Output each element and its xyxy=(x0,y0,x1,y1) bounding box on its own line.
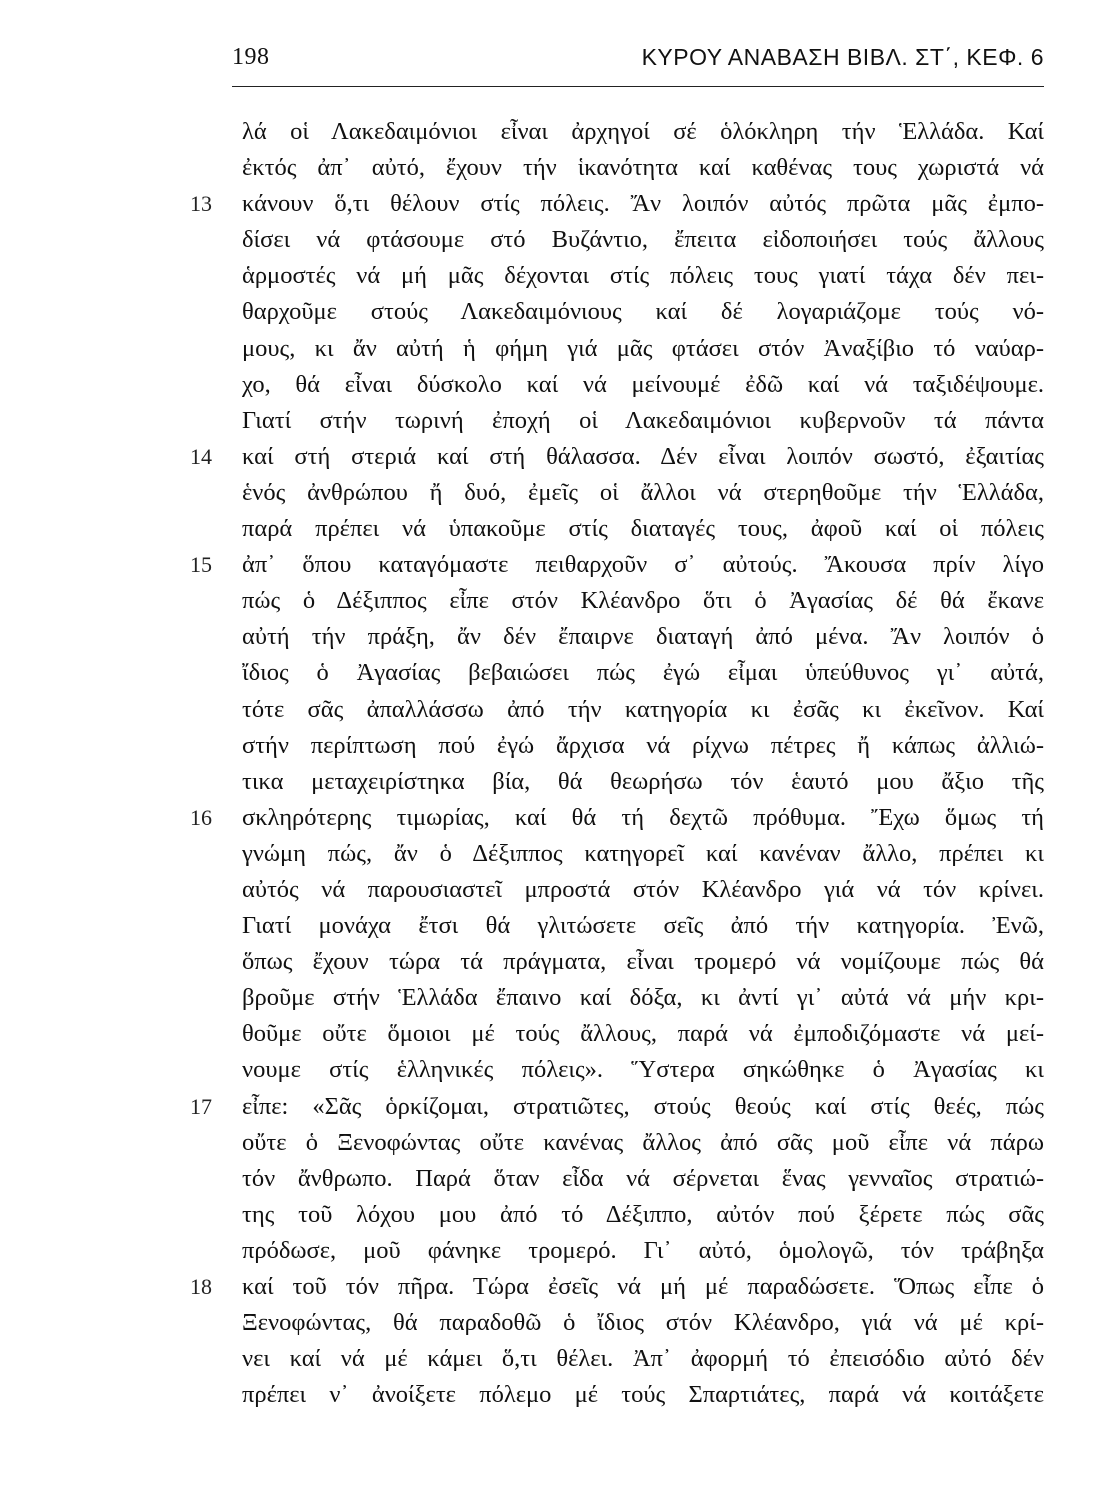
line-text: λά οἱ Λακεδαιμόνιοι εἶναι ἀρχηγοί σέ ὁλόκληρη τήν Ἑλλάδα. Καί xyxy=(242,118,1044,145)
line-text: οὔτε ὁ Ξενοφώντας οὔτε κανένας ἄλλος ἀπό σᾶς μοῦ εἶπε νά πάρω xyxy=(242,1128,1044,1156)
text-line xyxy=(190,692,1060,728)
line-text: καί στή στεριά καί στή θάλασσα. Δέν εἶναι λοιπόν σωστό, ἐξαιτίας xyxy=(242,442,1044,470)
line-text: γνώμη πώς, ἄν ὁ Δέξιππος κατηγορεῖ καί κανέναν ἄλλο, πρέπει κι xyxy=(242,839,1044,867)
text-line xyxy=(190,836,1060,872)
line-text: ἑνός ἀνθρώπου ἤ δυό, ἐμεῖς οἱ ἄλλοι νά στερηθοῦμε τήν Ἑλλάδα, xyxy=(242,478,1044,506)
line-text: ὅπως ἔχουν τώρα τά πράγματα, εἶναι τρομερό νά νομίζουμε πώς θά xyxy=(242,948,1044,976)
line-text: πώς ὁ Δέξιππος εἶπε στόν Κλέανδρο ὅτι ὁ Ἀγασίας δέ θά ἔκανε xyxy=(242,587,1044,615)
line-text: νουμε στίς ἑλληνικές πόλεις». Ὕστερα σηκώθηκε ὁ Ἀγασίας κι xyxy=(242,1056,1044,1084)
text-line xyxy=(190,980,1060,1016)
line-text: αὐτή τήν πράξη, ἄν δέν ἔπαιρνε διαταγή ἀπό μένα. Ἄν λοιπόν ὁ xyxy=(242,623,1044,651)
line-text: πρόδωσε, μοῦ φάνηκε τρομερό. Γι᾽ αὐτό, ὁμολογῶ, τόν τράβηξα xyxy=(242,1236,1044,1264)
line-text: ἴδιος ὁ Ἀγασίας βεβαιώσει πώς ἐγώ εἶμαι ὑπεύθυνος γι᾽ αὐτά, xyxy=(242,659,1044,687)
text-line xyxy=(190,294,1060,330)
text-line xyxy=(190,1052,1060,1088)
text-line xyxy=(190,186,1060,222)
line-text: νει καί νά μέ κάμει ὅ,τι θέλει. Ἀπ᾽ ἀφορμή τό ἐπεισόδιο αὐτό δέν xyxy=(242,1345,1044,1373)
text-line xyxy=(190,872,1060,908)
line-text: τόν ἄνθρωπο. Παρά ὅταν εἶδα νά σέρνεται ἕνας γενναῖος στρατιώ- xyxy=(242,1164,1044,1192)
line-text: στήν περίπτωση πού ἐγώ ἄρχισα νά ρίχνω πέτρες ἤ κάπως ἀλλιώ- xyxy=(242,731,1044,759)
text-line xyxy=(190,655,1060,691)
text-line xyxy=(190,944,1060,980)
line-text: της τοῦ λόχου μου ἀπό τό Δέξιππο, αὐτόν πού ξέρετε πώς σᾶς xyxy=(242,1200,1044,1228)
line-text: αὐτός νά παρουσιαστεῖ μπροστά στόν Κλέανδρο γιά νά τόν κρίνει. xyxy=(242,875,1044,903)
text-line xyxy=(190,1197,1060,1233)
line-text: κάνουν ὅ,τι θέλουν στίς πόλεις. Ἄν λοιπόν αὐτός πρῶτα μᾶς ἐμπο- xyxy=(242,190,1044,218)
line-text: θοῦμε οὔτε ὅμοιοι μέ τούς ἄλλους, παρά νά ἐμποδιζόμαστε νά μεί- xyxy=(242,1020,1044,1048)
line-text: εἶπε: «Σᾶς ὁρκίζομαι, στρατιῶτες, στούς θεούς καί στίς θεές, πώς xyxy=(242,1092,1044,1120)
line-number: 13 xyxy=(190,191,212,217)
line-number: 15 xyxy=(190,552,212,578)
text-line xyxy=(190,1016,1060,1052)
line-number: 14 xyxy=(190,443,212,469)
text-line xyxy=(190,547,1060,583)
line-text: ἐκτός ἀπ᾽ αὐτό, ἔχουν τήν ἱκανότητα καί καθένας τους χωριστά νά xyxy=(242,154,1044,182)
text-line xyxy=(190,1305,1060,1341)
line-number: 16 xyxy=(190,804,212,830)
text-line xyxy=(190,583,1060,619)
line-text: ἁρμοστές νά μή μᾶς δέχονται στίς πόλεις τους γιατί τάχα δέν πει- xyxy=(242,262,1044,290)
text-line xyxy=(190,367,1060,403)
text-line xyxy=(190,1377,1060,1413)
line-text: δίσει νά φτάσουμε στό Βυζάντιο, ἔπειτα εἰδοποιήσει τούς ἄλλους xyxy=(242,226,1044,254)
line-text: Ξενοφώντας, θά παραδοθῶ ὁ ἴδιος στόν Κλέανδρο, γιά νά μέ κρί- xyxy=(242,1309,1044,1337)
line-text: παρά πρέπει νά ὑπακοῦμε στίς διαταγές τους, ἀφοῦ καί οἱ πόλεις xyxy=(242,515,1044,543)
text-line xyxy=(190,908,1060,944)
text-line xyxy=(190,439,1060,475)
line-number: 18 xyxy=(190,1274,212,1299)
text-line xyxy=(190,331,1060,367)
line-text: καί τοῦ τόν πῆρα. Τώρα ἐσεῖς νά μή μέ παραδώσετε. Ὅπως εἶπε ὁ xyxy=(242,1273,1044,1300)
text-line xyxy=(190,1269,1060,1305)
line-text: τότε σᾶς ἀπαλλάσσω ἀπό τήν κατηγορία κι ἐσᾶς κι ἐκεῖνον. Καί xyxy=(242,695,1044,723)
text-line xyxy=(190,800,1060,836)
text-line xyxy=(190,475,1060,511)
body-text xyxy=(190,114,1060,1413)
text-line xyxy=(190,258,1060,294)
line-text: χο, θά εἶναι δύσκολο καί νά μείνουμέ ἐδῶ καί νά ταξιδέψουμε. xyxy=(242,370,1044,398)
text-line xyxy=(190,619,1060,655)
running-title: ΚΥΡΟΥ ΑΝΑΒΑΣΗ ΒΙΒΛ. ΣΤ΄, ΚΕΦ. 6 xyxy=(641,44,1044,70)
line-text: Γιατί μονάχα ἔτσι θά γλιτώσετε σεῖς ἀπό τήν κατηγορία. Ἐνῶ, xyxy=(242,912,1044,940)
text-line xyxy=(190,764,1060,800)
text-line xyxy=(190,1125,1060,1161)
text-line xyxy=(190,403,1060,439)
text-line xyxy=(190,1233,1060,1269)
text-line xyxy=(190,1161,1060,1197)
page-number: 198 xyxy=(232,44,270,70)
header-rule xyxy=(232,86,1044,87)
line-text: πρέπει ν᾽ ἀνοίξετε πόλεμο μέ τούς Σπαρτιάτες, παρά νά κοιτάξετε xyxy=(242,1381,1044,1409)
line-text: βροῦμε στήν Ἑλλάδα ἔπαινο καί δόξα, κι ἀντί γι᾽ αὐτά νά μήν κρι- xyxy=(242,984,1044,1012)
text-line xyxy=(190,1341,1060,1377)
text-line xyxy=(190,150,1060,186)
text-line xyxy=(190,114,1060,150)
line-text: σκληρότερης τιμωρίας, καί θά τή δεχτῶ πρόθυμα. Ἔχω ὅμως τή xyxy=(242,803,1044,831)
text-line xyxy=(190,511,1060,547)
line-text: Γιατί στήν τωρινή ἐποχή οἱ Λακεδαιμόνιοι κυβερνοῦν τά πάντα xyxy=(242,406,1044,434)
line-text: θαρχοῦμε στούς Λακεδαιμόνιους καί δέ λογαριάζομε τούς νό- xyxy=(242,298,1044,326)
text-line xyxy=(190,222,1060,258)
line-number: 17 xyxy=(190,1093,212,1119)
text-line xyxy=(190,728,1060,764)
page-header xyxy=(232,40,1044,80)
line-text: μους, κι ἄν αὐτή ἡ φήμη γιά μᾶς φτάσει στόν Ἀναξίβιο τό ναύαρ- xyxy=(242,334,1044,362)
text-line xyxy=(190,1089,1060,1125)
line-text: τικα μεταχειρίστηκα βία, θά θεωρήσω τόν ἑαυτό μου ἄξιο τῆς xyxy=(242,767,1044,795)
line-text: ἀπ᾽ ὅπου καταγόμαστε πειθαρχοῦν σ᾽ αὐτούς. Ἄκουσα πρίν λίγο xyxy=(242,551,1044,579)
